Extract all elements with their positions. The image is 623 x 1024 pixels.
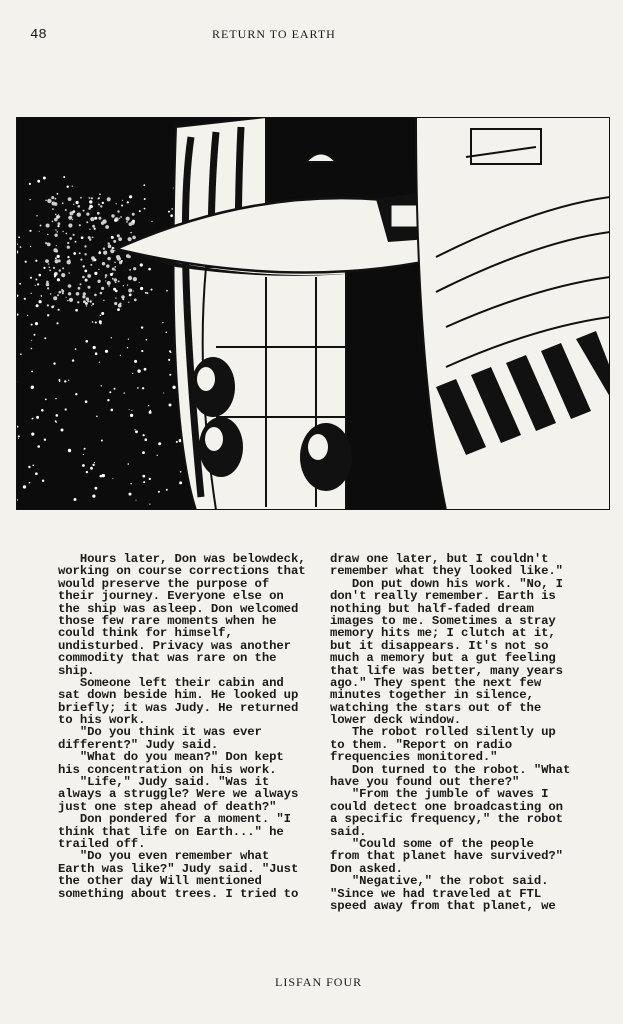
text-line: to them. "Report on radio [330, 737, 512, 752]
text-line: just one step ahead of death?" [58, 799, 277, 814]
text-line: commodity that was rare on the [58, 651, 277, 666]
text-line: Don turned to the robot. "What [330, 762, 571, 777]
text-line: those few rare moments when he [58, 613, 277, 628]
text-line: Someone left their cabin and [58, 675, 284, 690]
text-line: "Life," Judy said. "Was it [58, 775, 270, 790]
text-line: minutes together in silence, [330, 688, 534, 703]
text-line: said. [330, 824, 367, 839]
text-line: Don pondered for a moment. "I [58, 812, 291, 827]
text-line: that life was better, many years [330, 663, 563, 678]
text-line: always a struggle? Were we always [58, 787, 299, 802]
text-line: different?" Judy said. [58, 737, 219, 752]
text-line: watching the stars out of the [330, 700, 542, 715]
text-line: "Could some of the people [330, 836, 534, 851]
text-line: from that planet have survived?" [330, 849, 563, 864]
text-line: remember what they looked like." [330, 564, 563, 579]
text-line: "What do you mean?" Don kept [58, 750, 284, 765]
text-line: working on course corrections that [58, 564, 306, 579]
text-line: much a memory but a gut feeling [330, 651, 556, 666]
text-line: ago." They spent the next few [330, 675, 542, 690]
text-line: "Do you even remember what [58, 849, 270, 864]
running-title: RETURN TO EARTH [212, 27, 336, 41]
text-line: would preserve the purpose of [58, 576, 270, 591]
text-line: the ship was asleep. Don welcomed [58, 601, 299, 616]
text-line: "Do you think it was ever [58, 725, 262, 740]
text-line: frequencies monitored." [330, 750, 498, 765]
text-line: the other day Will mentioned [58, 874, 262, 889]
spaceship-illustration [16, 117, 610, 510]
text-line: don't really remember. Earth is [330, 589, 556, 604]
text-line: briefly; it was Judy. He returned [58, 700, 299, 715]
page-footer: LISFAN FOUR [275, 975, 363, 989]
text-line: "Negative," the robot said. [330, 874, 549, 889]
page-number: 48 [30, 27, 47, 43]
text-line: speed away from that planet, we [330, 898, 556, 913]
text-line: think that life on Earth..." he [58, 824, 284, 839]
text-line: Don put down his work. "No, I [330, 576, 563, 591]
text-line: but it disappears. It's not so [330, 638, 549, 653]
text-line: nothing but half-faded dream [330, 601, 534, 616]
text-line: lower deck window. [330, 713, 462, 728]
text-line: their journey. Everyone else on [58, 589, 284, 604]
text-line: Earth was like?" Judy said. "Just [58, 861, 299, 876]
text-line: have you found out there?" [330, 775, 520, 790]
text-line: images to me. Sometimes a stray [330, 613, 556, 628]
text-line: Don asked. [330, 861, 403, 876]
text-line: could detect one broadcasting on [330, 799, 563, 814]
text-line: draw one later, but I couldn't [330, 552, 549, 566]
text-line: "Since we had traveled at FTL [330, 886, 542, 901]
text-line: sat down beside him. He looked up [58, 688, 299, 703]
text-line: to his work. [58, 713, 146, 728]
text-line: something about trees. I tried to [58, 886, 299, 901]
text-line: "From the jumble of waves I [330, 787, 549, 802]
text-line: The robot rolled silently up [330, 725, 556, 740]
text-line: ship. [58, 663, 95, 678]
text-line: a specific frequency," the robot [330, 812, 563, 827]
text-column-left [58, 553, 306, 900]
text-line: Hours later, Don was belowdeck, [58, 552, 306, 566]
text-line: could think for himself, [58, 626, 233, 641]
text-line: memory hits me; I clutch at it, [330, 626, 556, 641]
text-line: trailed off. [58, 836, 146, 851]
text-line: his concentration on his work. [58, 762, 277, 777]
text-column-right [330, 553, 570, 912]
text-line: undisturbed. Privacy was another [58, 638, 291, 653]
